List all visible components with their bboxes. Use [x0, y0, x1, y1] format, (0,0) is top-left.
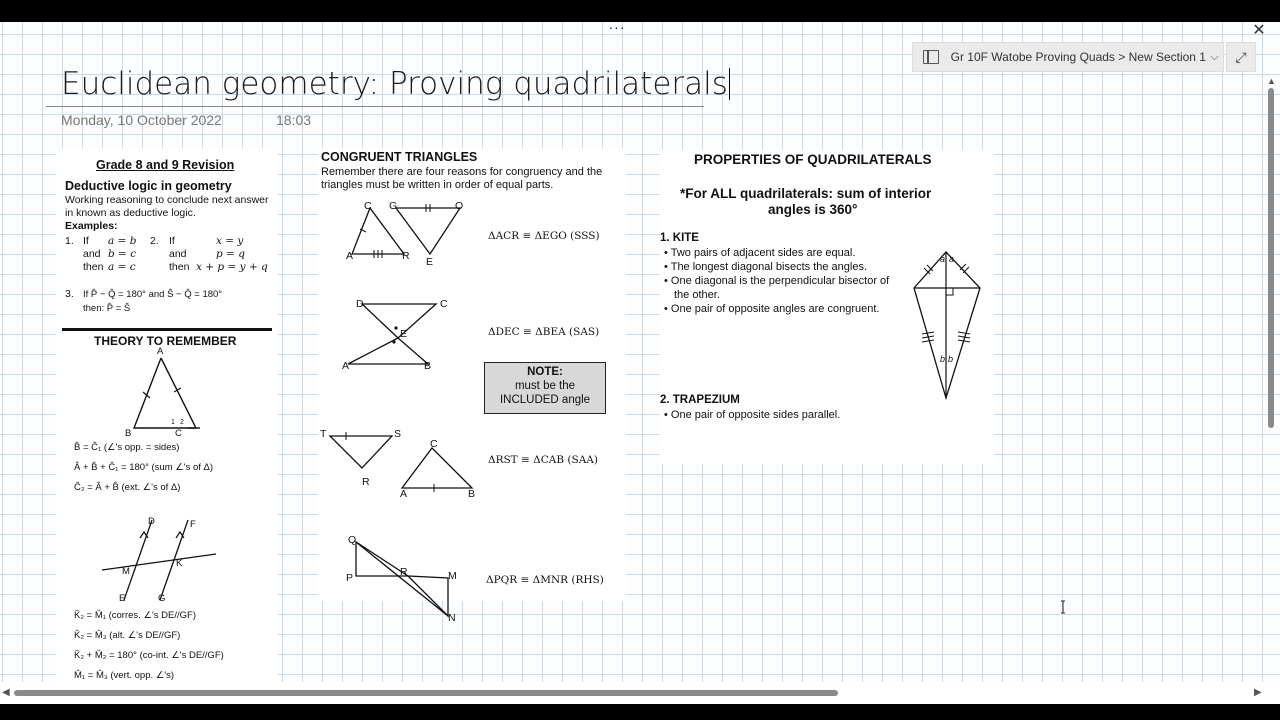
saa-label-s: S — [394, 428, 402, 440]
quadrilateral-properties-image[interactable] — [660, 150, 994, 464]
revision-image[interactable] — [56, 148, 278, 704]
onenote-page-canvas[interactable] — [0, 22, 1280, 704]
triangle-label-2: 2 — [180, 419, 184, 426]
top-black-bar — [0, 0, 1280, 22]
section-divider — [62, 328, 272, 331]
sas-label-e: E — [400, 328, 408, 340]
kite-diagram — [910, 248, 984, 402]
deductive-description: Working reasoning to conclude next answer in known as deductive logic. — [65, 194, 269, 219]
example2-v1: x = y — [216, 235, 244, 247]
trapezium-heading: 2. TRAPEZIUM — [660, 394, 740, 406]
example3-num: 3. — [65, 288, 74, 300]
example2-l2: and — [169, 248, 187, 260]
lines-label-m: M — [122, 566, 130, 577]
title-underline — [46, 106, 704, 107]
expand-icon: ⤢ — [1235, 48, 1247, 65]
saa-label-a: A — [400, 488, 408, 500]
rhs-label-m: M — [448, 570, 457, 582]
page-title-text[interactable]: Euclidean geometry: Proving quadrilaterals — [61, 66, 728, 102]
quads-sum-line-2: angles is 360° — [768, 202, 858, 217]
bottom-black-bar — [0, 704, 1280, 720]
sss-label-e: E — [426, 256, 434, 268]
note-title: NOTE: — [527, 366, 563, 378]
congruent-description: Remember there are four reasons for congruency and the triangles must be written in order of equal parts. — [321, 166, 603, 191]
kite-angle-a-right: a — [949, 254, 955, 264]
kite-prop-4: • One pair of opposite angles are congruent. — [664, 303, 880, 315]
example2-l3: then — [169, 261, 190, 273]
example1-num: 1. — [65, 235, 74, 247]
triangle-label-1: 1 — [171, 419, 175, 426]
rhs-label-q: Q — [348, 534, 357, 546]
kite-prop-1: • Two pairs of adjacent sides are equal. — [664, 247, 856, 259]
expand-button[interactable] — [1226, 42, 1256, 72]
note-box — [484, 362, 606, 414]
lines-label-e: E — [119, 593, 126, 604]
notebook-icon — [923, 50, 939, 64]
theory-line-7: M̂₁ = M̂₃ (vert. opp. ∠'s) — [74, 670, 175, 681]
theory-line-1: B̂ = Ĉ₁ (∠'s opp. = sides) — [74, 442, 180, 453]
text-cursor-icon — [1060, 600, 1066, 614]
saa-label-b: B — [468, 488, 476, 500]
congruent-heading: CONGRUENT TRIANGLES — [321, 150, 478, 164]
isosceles-triangle-diagram — [116, 348, 206, 438]
vertical-scrollbar[interactable] — [1266, 76, 1276, 702]
lines-label-k: K — [176, 558, 183, 569]
revision-heading: Grade 8 and 9 Revision — [96, 158, 235, 172]
note-line-2: INCLUDED angle — [499, 394, 591, 406]
sss-label-c: C — [364, 200, 372, 212]
text-caret — [729, 68, 731, 100]
kite-angle-b-right: b — [948, 354, 954, 364]
triangle-label-b: B — [125, 428, 132, 439]
chevron-down-icon[interactable]: ⌵ — [1210, 50, 1219, 63]
example3-line1: If P̂ − Q̂ = 180° and Ŝ − Q̂ = 180° — [83, 289, 223, 300]
deductive-heading: Deductive logic in geometry — [65, 179, 232, 193]
kite-prop-2: • The longest diagonal bisects the angles. — [664, 261, 868, 273]
kite-angle-a-left: a — [940, 254, 946, 264]
congruent-triangles-image[interactable] — [318, 148, 626, 624]
kite-prop-3: • One diagonal is the perpendicular bisector of the other. — [664, 275, 890, 301]
sss-label-r: R — [402, 250, 410, 262]
example2-v2: p = q — [216, 248, 245, 260]
triangle-label-a: A — [157, 346, 164, 357]
breadcrumb-path[interactable]: Gr 10F Watobe Proving Quads > New Section 1 — [950, 50, 1206, 64]
close-button[interactable]: ✕ — [1252, 22, 1266, 39]
page-date: Monday, 10 October 2022 — [61, 112, 222, 128]
page-time: 18:03 — [276, 112, 312, 128]
saa-label-r: R — [362, 476, 370, 488]
parallel-lines-diagram — [96, 514, 226, 604]
rhs-statement: ΔPQR ≡ ΔMNR (RHS) — [486, 574, 604, 586]
examples-label: Examples: — [65, 220, 118, 232]
kite-angle-b-left: b — [940, 354, 946, 364]
sss-label-g: G — [389, 200, 398, 212]
horizontal-scroll-thumb[interactable] — [14, 690, 838, 696]
sss-label-a: A — [346, 250, 354, 262]
theory-line-2: Â + B̂ + Ĉ₁ = 180° (sum ∠'s of Δ) — [74, 462, 214, 473]
horizontal-scrollbar[interactable] — [0, 682, 1280, 704]
note-line-1: must be the — [514, 380, 576, 392]
example1-l3: then — [83, 261, 104, 273]
example3-line2: then: P̂ = Ŝ — [83, 303, 131, 314]
rhs-label-p: P — [346, 572, 354, 584]
example2-v3: x + p = y + q — [196, 261, 268, 273]
example1-l2: and — [83, 248, 101, 260]
rhs-label-r: R — [400, 566, 408, 578]
scroll-right-icon[interactable]: ▶ — [1254, 687, 1262, 698]
sas-label-d: D — [356, 298, 364, 310]
kite-properties — [664, 246, 904, 316]
theory-line-5: K̂₂ = M̂₃ (alt. ∠'s DE//GF) — [74, 630, 181, 641]
breadcrumb[interactable] — [912, 42, 1224, 72]
more-options-button[interactable]: ··· — [608, 22, 626, 35]
kite-heading: 1. KITE — [660, 232, 699, 244]
sas-statement: ΔDEC ≡ ΔBEA (SAS) — [488, 326, 600, 338]
trapezium-prop-1: • One pair of opposite sides parallel. — [664, 409, 841, 421]
scroll-left-icon[interactable]: ◀ — [2, 687, 10, 698]
saa-statement: ΔRST ≡ ΔCAB (SAA) — [488, 454, 598, 466]
saa-label-c: C — [430, 438, 438, 450]
example2-num: 2. — [150, 235, 159, 247]
scroll-up-icon[interactable]: ▲ — [1267, 76, 1276, 86]
theory-heading: THEORY TO REMEMBER — [94, 334, 237, 348]
sas-label-a: A — [342, 360, 350, 372]
example1-v1: a = b — [108, 235, 137, 247]
lines-label-d: D — [148, 516, 155, 527]
quads-sum-line-1: *For ALL quadrilaterals: sum of interior — [680, 186, 932, 201]
quads-heading: PROPERTIES OF QUADRILATERALS — [694, 152, 932, 167]
example1-v3: a = c — [108, 261, 136, 273]
lines-label-f: F — [190, 519, 196, 530]
theory-line-6: K̂₂ + M̂₂ = 180° (co-int. ∠'s DE//GF) — [74, 650, 224, 661]
theory-line-3: Ĉ₂ = Â + B̂ (ext. ∠'s of Δ) — [74, 482, 181, 493]
lines-label-g: G — [158, 593, 166, 604]
page-title[interactable] — [61, 66, 730, 102]
vertical-scroll-thumb[interactable] — [1268, 88, 1274, 428]
sas-label-b: B — [424, 360, 432, 372]
sas-label-c: C — [440, 298, 448, 310]
sss-label-o: O — [455, 200, 464, 212]
example2-l1: If — [169, 235, 175, 247]
example1-l1: If — [83, 235, 89, 247]
rhs-label-n: N — [448, 612, 456, 624]
example1-v2: b = c — [108, 248, 137, 260]
saa-label-t: T — [320, 428, 327, 440]
sss-statement: ΔACR ≡ ΔEGO (SSS) — [488, 230, 600, 242]
theory-line-4: K̂₂ = M̂₁ (corres. ∠'s DE//GF) — [74, 610, 196, 621]
triangle-label-c: C — [175, 428, 182, 439]
